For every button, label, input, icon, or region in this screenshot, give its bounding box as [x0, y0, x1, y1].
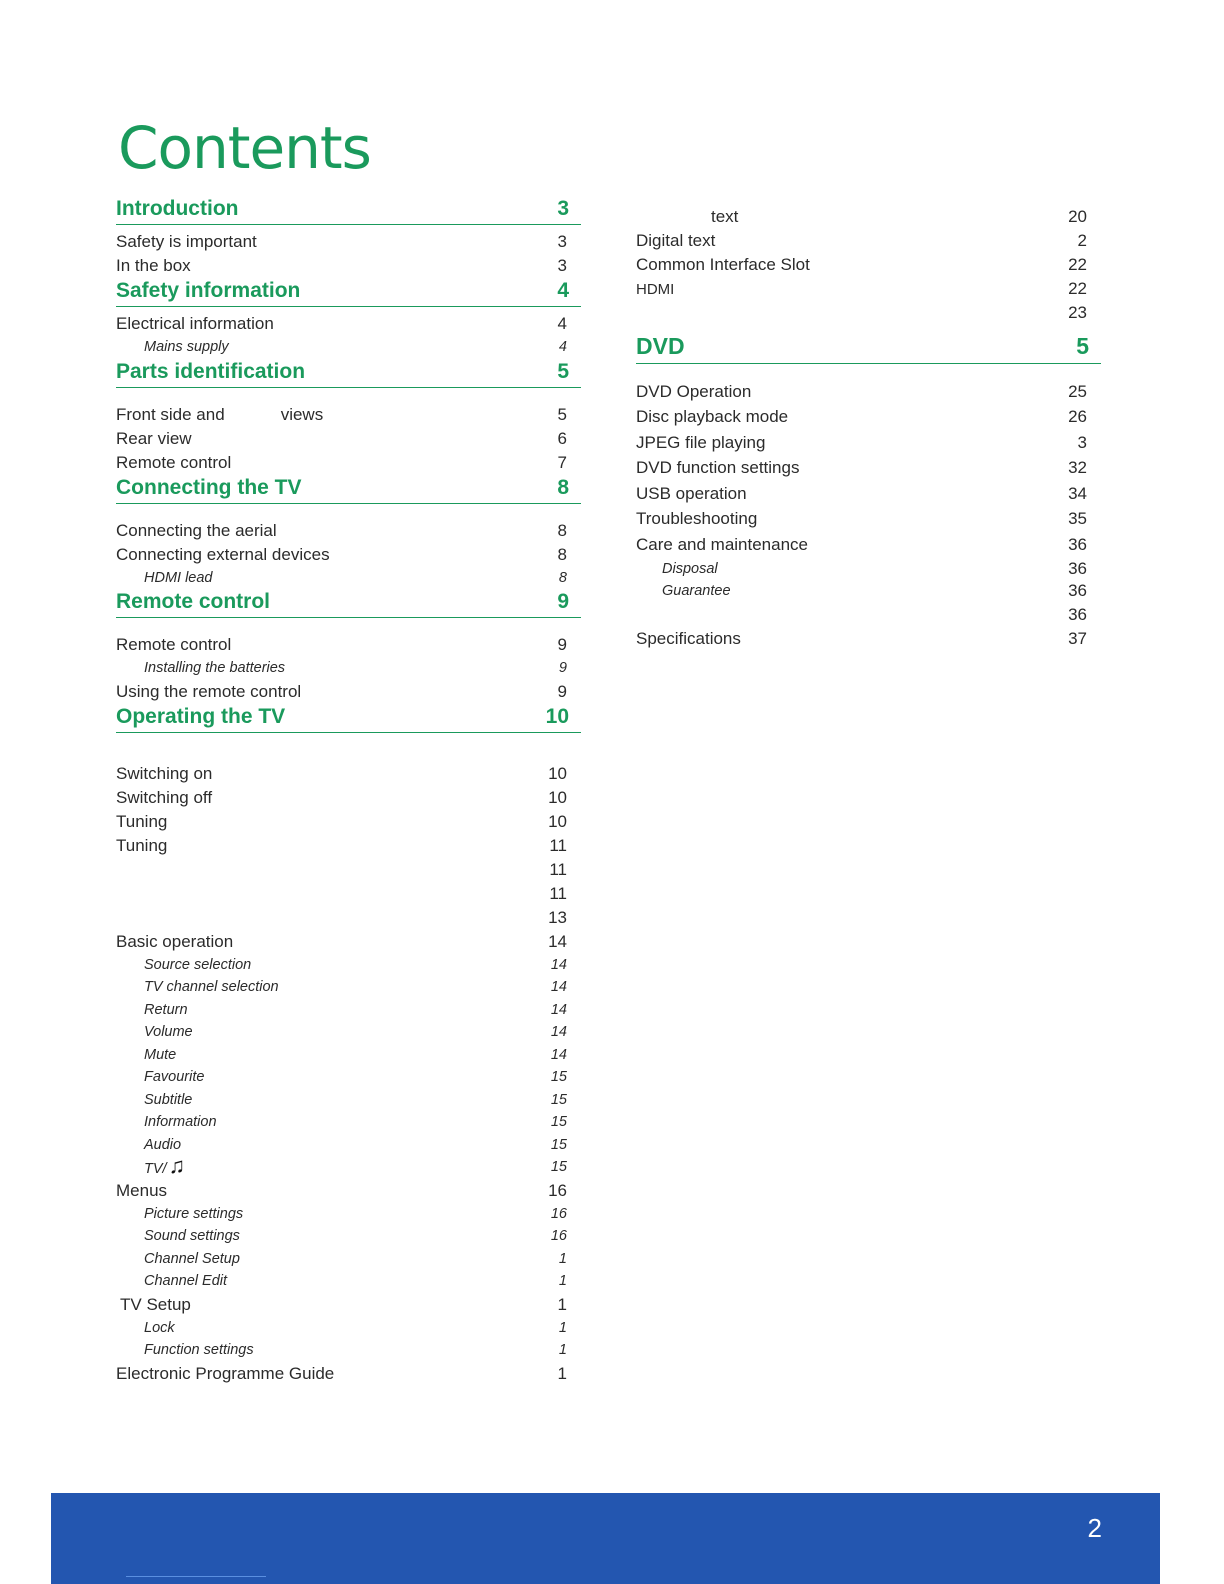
toc-subentry[interactable]: [636, 558, 1101, 581]
toc-subentry[interactable]: [116, 1089, 581, 1112]
entry-label: Front side and views: [116, 404, 324, 424]
entry-page: 32: [1068, 458, 1087, 478]
section-heading-introduction[interactable]: [116, 196, 581, 225]
entry-label: Mains supply: [144, 339, 229, 356]
entry-label: Disc playback mode: [636, 407, 789, 427]
entry-label: Connecting external devices: [116, 544, 330, 564]
toc-left-column: [116, 196, 581, 1386]
entry-label: Installing the batteries: [144, 660, 286, 677]
entry-page: 11: [549, 835, 567, 855]
toc-entry[interactable]: [116, 858, 581, 882]
entry-label: text: [711, 207, 739, 226]
entry-page: 6: [557, 428, 567, 448]
entry-label: Favourite: [144, 1069, 205, 1086]
toc-entry[interactable]: [636, 627, 1101, 651]
entry-page: 14: [550, 979, 567, 996]
section-title: Parts identification: [116, 359, 306, 383]
toc-subentry[interactable]: [116, 1066, 581, 1089]
toc-entry[interactable]: [116, 633, 581, 657]
toc-entry[interactable]: [636, 430, 1101, 456]
entry-label: Remote control: [116, 635, 232, 654]
entry-page: 15: [550, 1114, 567, 1131]
entry-page: 14: [550, 1001, 567, 1018]
section-heading-remote-control[interactable]: [116, 589, 581, 618]
entry-label: Tuning: [116, 835, 168, 855]
entry-label: Specifications: [636, 628, 741, 648]
entry-page: 3: [557, 232, 567, 251]
entry-label: Using the remote control: [116, 681, 302, 701]
entry-page: 8: [557, 520, 567, 540]
entry-label: Switching off: [116, 787, 213, 807]
toc-subentry[interactable]: [116, 954, 581, 977]
entry-page: 4: [558, 339, 567, 356]
toc-entry[interactable]: [636, 229, 1101, 253]
entry-page: 10: [548, 787, 567, 807]
section-heading-safety-information[interactable]: [116, 278, 581, 307]
entry-label: Volume: [144, 1024, 193, 1041]
entry-page: 34: [1068, 483, 1087, 503]
entry-label: Connecting the aerial: [116, 520, 277, 540]
entry-label: Electronic Programme Guide: [116, 1363, 335, 1383]
toc-entry[interactable]: [116, 543, 581, 567]
entry-page: 8: [558, 569, 567, 586]
entry-label: Channel Edit: [144, 1273, 228, 1290]
footer-bar: [51, 1493, 1160, 1584]
toc-entry[interactable]: [116, 403, 581, 427]
section-title: DVD: [636, 333, 685, 359]
section-title: Connecting the TV: [116, 475, 302, 499]
entry-label: TV/♫: [144, 1152, 186, 1178]
entry-label: Switching on: [116, 763, 213, 783]
entry-label: Return: [144, 1001, 188, 1018]
toc-entry[interactable]: [116, 762, 581, 786]
toc-entry[interactable]: [116, 1179, 581, 1203]
section-heading-operating-the-tv[interactable]: [116, 704, 581, 733]
entry-page: 3: [557, 256, 567, 275]
entry-page: 20: [1068, 207, 1087, 226]
toc-subentry[interactable]: [116, 336, 581, 359]
entry-page: 1: [558, 1273, 567, 1290]
section-page: 8: [557, 475, 569, 499]
toc-entry[interactable]: [116, 254, 581, 278]
toc-subentry[interactable]: [116, 1044, 581, 1067]
toc-entry[interactable]: [116, 930, 581, 954]
entry-label: Audio: [144, 1136, 182, 1153]
toc-subentry[interactable]: [116, 976, 581, 999]
entry-page: 15: [550, 1159, 567, 1176]
toc-entry[interactable]: [116, 786, 581, 810]
toc-entry[interactable]: [636, 481, 1101, 507]
entry-page: 16: [550, 1205, 567, 1222]
entry-page: 36: [1068, 558, 1087, 578]
music-note-icon: ♫: [168, 1152, 186, 1178]
toc-subentry[interactable]: [116, 1134, 581, 1157]
entry-label: Safety is important: [116, 232, 257, 251]
entry-label: USB operation: [636, 483, 747, 503]
entry-page: 7: [557, 452, 567, 472]
entry-page: 25: [1068, 381, 1087, 401]
toc-subentry[interactable]: [636, 580, 1101, 603]
entry-page: 8: [557, 544, 567, 564]
entry-label: Electrical information: [116, 314, 274, 333]
entry-page: 2: [1077, 231, 1087, 250]
section-page: 4: [557, 279, 569, 302]
entry-label: Function settings: [144, 1342, 254, 1359]
entry-page: 3: [1077, 432, 1087, 452]
entry-page: 36: [1068, 534, 1087, 554]
entry-page: 1: [558, 1250, 567, 1267]
entry-page: 1: [558, 1342, 567, 1359]
entry-label: Common Interface Slot: [636, 255, 810, 274]
entry-page: 16: [548, 1180, 567, 1200]
entry-label: Picture settings: [144, 1205, 244, 1222]
section-heading-connecting-the-tv[interactable]: [116, 475, 581, 504]
entry-page: 14: [550, 1046, 567, 1063]
entry-page: 15: [550, 1136, 567, 1153]
entry-label: Source selection: [144, 956, 252, 973]
entry-label: Care and maintenance: [636, 534, 809, 554]
toc-entry[interactable]: [116, 451, 581, 475]
entry-page: 22: [1068, 255, 1087, 274]
entry-page: 37: [1068, 628, 1087, 648]
entry-page: 4: [557, 314, 567, 333]
toc-entry[interactable]: [116, 834, 581, 858]
entry-page: 14: [548, 931, 567, 951]
entry-label: Guarantee: [662, 583, 731, 600]
toc-entry[interactable]: [636, 277, 1101, 301]
entry-page: 1: [558, 1319, 567, 1336]
entry-label: Sound settings: [144, 1228, 240, 1245]
toc-entry[interactable]: [116, 1362, 581, 1386]
entry-label: HDMI: [636, 280, 675, 298]
entry-page: 11: [549, 883, 567, 903]
entry-page: 16: [550, 1228, 567, 1245]
entry-label: Disposal: [662, 560, 718, 577]
toc-entry[interactable]: [116, 519, 581, 543]
toc-entry[interactable]: [636, 301, 1101, 325]
entry-page: 23: [1068, 303, 1087, 322]
entry-page: 11: [549, 859, 567, 879]
entry-page: 22: [1068, 279, 1087, 298]
section-page: 5: [557, 359, 569, 383]
entry-label: DVD Operation: [636, 381, 752, 401]
entry-label: Troubleshooting: [636, 509, 758, 529]
section-page: 5: [1076, 333, 1089, 359]
entry-page: 36: [1068, 581, 1087, 601]
entry-page: 13: [548, 907, 567, 927]
entry-page: 14: [550, 956, 567, 973]
entry-page: 15: [550, 1091, 567, 1108]
toc-entry[interactable]: [636, 456, 1101, 482]
entry-page: 1: [557, 1294, 567, 1314]
toc-subentry[interactable]: [116, 657, 581, 680]
toc-entry[interactable]: [116, 680, 581, 704]
toc-subentry[interactable]: [116, 1203, 581, 1226]
entry-label: Tuning: [116, 811, 168, 831]
entry-label: In the box: [116, 256, 191, 275]
footer-page-number: 2: [1087, 1513, 1102, 1543]
entry-label: TV channel selection: [144, 979, 279, 996]
toc-subentry[interactable]: [116, 1021, 581, 1044]
entry-page: 9: [557, 681, 567, 701]
toc-right-column: [636, 205, 1101, 651]
entry-label: Information: [144, 1114, 217, 1131]
section-title: Introduction: [116, 197, 239, 220]
toc-entry[interactable]: [636, 379, 1101, 405]
entry-page: 9: [558, 660, 567, 677]
entry-label: Mute: [144, 1046, 177, 1063]
toc-entry[interactable]: [116, 230, 581, 254]
entry-label: Subtitle: [144, 1091, 193, 1108]
toc-entry[interactable]: [116, 882, 581, 906]
entry-label: Basic operation: [116, 931, 234, 951]
entry-page: 15: [550, 1069, 567, 1086]
toc-subentry[interactable]: [116, 1248, 581, 1271]
toc-subentry[interactable]: [116, 1225, 581, 1248]
toc-subentry[interactable]: [116, 1339, 581, 1362]
entry-label: DVD function settings: [636, 458, 800, 478]
toc-entry[interactable]: [636, 603, 1101, 627]
entry-label: Lock: [144, 1319, 175, 1336]
entry-page: 26: [1068, 407, 1087, 427]
toc-entry[interactable]: [636, 532, 1101, 558]
section-heading-parts-identification[interactable]: [116, 359, 581, 388]
toc-entry[interactable]: [116, 1293, 581, 1317]
entry-label: Menus: [116, 1180, 168, 1200]
toc-entry[interactable]: [116, 312, 581, 336]
entry-page: 10: [548, 763, 567, 783]
toc-entry[interactable]: [636, 507, 1101, 533]
entry-page: 14: [550, 1024, 567, 1041]
entry-label: Channel Setup: [144, 1250, 240, 1267]
entry-page: 5: [557, 404, 567, 424]
entry-page: 35: [1068, 509, 1087, 529]
toc-entry[interactable]: [116, 427, 581, 451]
toc-entry[interactable]: [116, 810, 581, 834]
entry-label: TV Setup: [120, 1294, 191, 1314]
toc-entry[interactable]: [116, 906, 581, 930]
entry-label: Digital text: [636, 231, 716, 250]
toc-subentry[interactable]: [116, 1111, 581, 1134]
section-page: 10: [545, 704, 569, 728]
toc-subentry[interactable]: [116, 567, 581, 590]
entry-label: HDMI lead: [144, 569, 213, 586]
entry-page: 9: [557, 635, 567, 654]
toc-subentry[interactable]: [116, 999, 581, 1022]
page-title: Contents: [118, 114, 371, 182]
entry-page: 1: [557, 1363, 567, 1383]
entry-label: JPEG file playing: [636, 432, 766, 452]
section-title: Safety information: [116, 279, 301, 302]
section-title: Remote control: [116, 590, 271, 613]
section-heading-dvd[interactable]: [636, 335, 1101, 364]
toc-subentry[interactable]: [116, 1152, 581, 1179]
entry-label: Rear view: [116, 428, 192, 448]
toc-entry[interactable]: [636, 253, 1101, 277]
toc-subentry[interactable]: [116, 1270, 581, 1293]
toc-entry[interactable]: [636, 405, 1101, 431]
section-page: 9: [557, 590, 569, 613]
entry-page: 10: [548, 811, 567, 831]
entry-page: 36: [1068, 604, 1087, 624]
section-page: 3: [557, 197, 569, 220]
footer-link-underline[interactable]: [126, 1576, 266, 1577]
toc-subentry[interactable]: [116, 1317, 581, 1340]
entry-label: Remote control: [116, 452, 232, 472]
toc-entry[interactable]: [636, 205, 1101, 229]
section-title: Operating the TV: [116, 704, 286, 728]
